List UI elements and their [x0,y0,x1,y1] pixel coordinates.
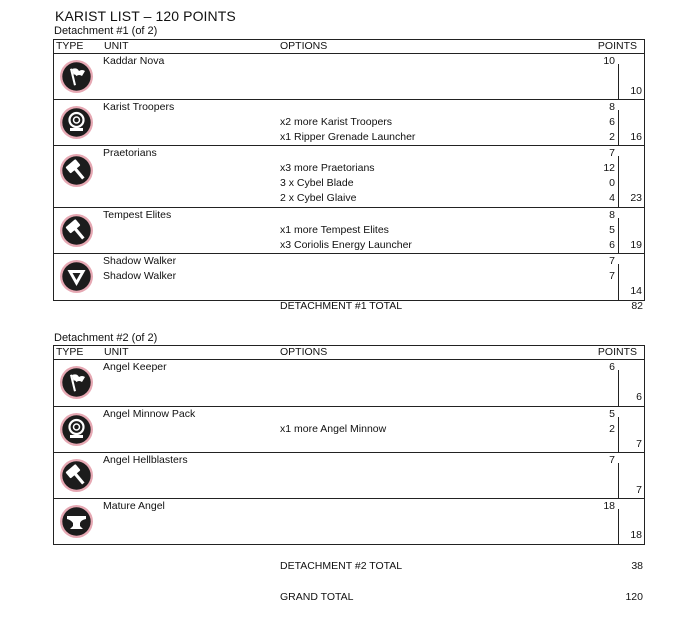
header-options: OPTIONS [280,40,328,52]
detachment-2-table [53,345,645,545]
unit-name: Praetorians [103,147,157,159]
unit-name: Karist Troopers [103,101,175,113]
option-points: 2 [609,423,615,435]
option-label: x3 Coriolis Energy Launcher [280,239,412,251]
unit-row [54,254,644,300]
unit-name: Mature Angel [103,500,165,512]
unit-row [54,100,644,146]
detachment-2-total-value: 38 [631,560,643,572]
option-points: 12 [603,162,615,174]
header-points: POINTS [597,346,637,358]
option-points: 4 [609,192,615,204]
unit-row [54,208,644,254]
unit-points: 18 [603,500,615,512]
unit-points: 5 [609,408,615,420]
unit-points: 7 [609,147,615,159]
hammer-icon [59,458,94,493]
unit-name: Angel Minnow Pack [103,408,196,420]
anvil-icon [59,504,94,539]
detachment-2-label: Detachment #2 (of 2) [54,332,158,344]
unit-points: 6 [609,361,615,373]
detachment-1-label: Detachment #1 (of 2) [54,25,158,37]
unit-points: 7 [609,255,615,267]
detachment-1-total-label: DETACHMENT #1 TOTAL [280,300,403,312]
list-title: KARIST LIST – 120 POINTS [55,8,236,24]
flag-icon [59,365,94,400]
target-icon [59,412,94,447]
grand-total-value: 120 [625,591,643,603]
unit-points: 7 [609,270,615,282]
unit-points: 7 [609,454,615,466]
unit-subtotal: 23 [630,192,642,204]
detachment-1-table [53,39,645,301]
unit-name: Tempest Elites [103,209,172,221]
detachment-2-total-label: DETACHMENT #2 TOTAL [280,560,403,572]
hammer-icon [59,153,94,188]
option-points: 5 [609,224,615,236]
option-points: 0 [609,177,615,189]
triangle-icon [59,259,94,294]
unit-row [54,54,644,100]
option-label: x1 more Tempest Elites [280,224,389,236]
unit-points: 10 [603,55,615,67]
unit-row [54,499,644,544]
header-points: POINTS [597,40,637,52]
grand-total-label: GRAND TOTAL [280,591,354,603]
hammer-icon [59,213,94,248]
unit-row [54,453,644,499]
unit-row [54,407,644,453]
table-header [54,346,644,360]
unit-row [54,146,644,208]
unit-name: Angel Keeper [103,361,167,373]
option-points: 6 [609,239,615,251]
unit-name: Kaddar Nova [103,55,165,67]
unit-subtotal: 7 [636,484,642,496]
option-points: 6 [609,116,615,128]
unit-subtotal: 10 [630,85,642,97]
option-points: 2 [609,131,615,143]
unit-subtotal: 19 [630,239,642,251]
option-label: 2 x Cybel Glaive [280,192,357,204]
target-icon [59,105,94,140]
unit-row [54,360,644,407]
option-label: 3 x Cybel Blade [280,177,354,189]
unit-subtotal: 16 [630,131,642,143]
header-unit: UNIT [104,40,129,52]
header-type: TYPE [56,346,84,358]
unit-name: Shadow Walker [103,270,177,282]
detachment-1-total-value: 82 [631,300,643,312]
unit-points: 8 [609,209,615,221]
option-label: x2 more Karist Troopers [280,116,393,128]
flag-icon [59,59,94,94]
option-label: x1 more Angel Minnow [280,423,387,435]
table-header [54,40,644,54]
option-label: x1 Ripper Grenade Launcher [280,131,416,143]
unit-subtotal: 18 [630,529,642,541]
unit-name: Angel Hellblasters [103,454,188,466]
header-options: OPTIONS [280,346,328,358]
unit-subtotal: 14 [630,285,642,297]
header-type: TYPE [56,40,84,52]
unit-subtotal: 6 [636,391,642,403]
unit-subtotal: 7 [636,438,642,450]
header-unit: UNIT [104,346,129,358]
unit-name: Shadow Walker [103,255,177,267]
unit-points: 8 [609,101,615,113]
option-label: x3 more Praetorians [280,162,375,174]
